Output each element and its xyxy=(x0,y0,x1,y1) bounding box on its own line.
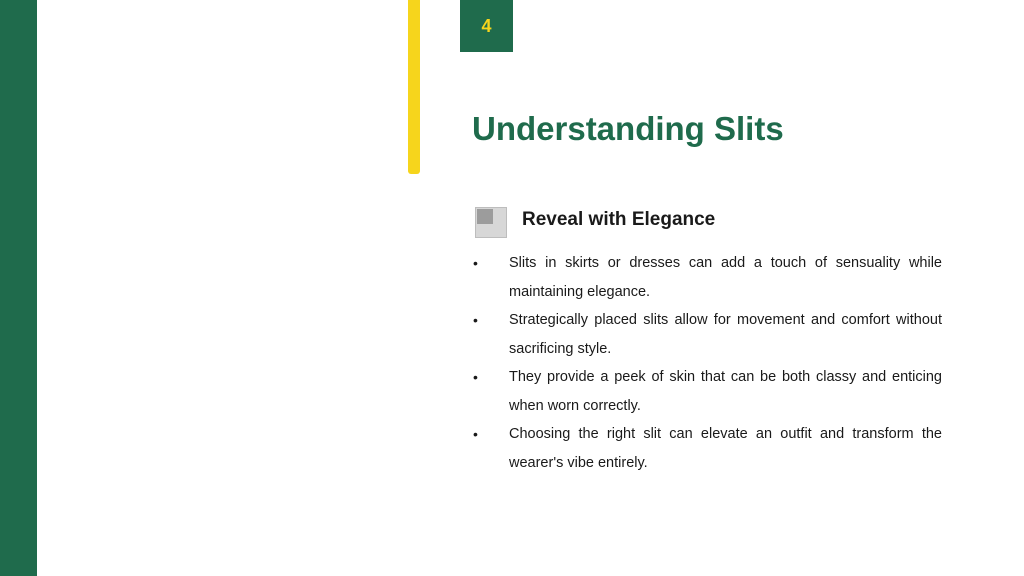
slide-title: Understanding Slits xyxy=(472,110,784,147)
image-placeholder-icon xyxy=(475,207,507,238)
bullet-icon: • xyxy=(473,255,478,271)
section-heading: Reveal with Elegance xyxy=(522,209,716,230)
list-item xyxy=(470,420,942,477)
bullet-icon: • xyxy=(473,312,478,328)
yellow-accent-bar xyxy=(408,0,420,174)
list-item xyxy=(470,306,942,363)
bullet-icon: • xyxy=(473,426,478,442)
bullet-icon: • xyxy=(473,369,478,385)
list-item xyxy=(470,363,942,420)
bullet-text: They provide a peek of skin that can be both classy and enticing when worn correctly. xyxy=(509,369,942,414)
image-placeholder-inner-square xyxy=(477,209,493,224)
bullet-list xyxy=(470,249,942,477)
left-green-bar xyxy=(0,0,37,576)
bullet-text: Slits in skirts or dresses can add a touch of sensuality while maintaining elegance. xyxy=(509,255,942,300)
page-number: 4 xyxy=(481,15,492,36)
page-number-badge xyxy=(460,0,513,52)
bullet-text: Choosing the right slit can elevate an outfit and transform the wearer's vibe entirely. xyxy=(509,426,942,471)
list-item xyxy=(470,249,942,306)
bullet-text: Strategically placed slits allow for movement and comfort without sacrificing style. xyxy=(509,312,942,357)
